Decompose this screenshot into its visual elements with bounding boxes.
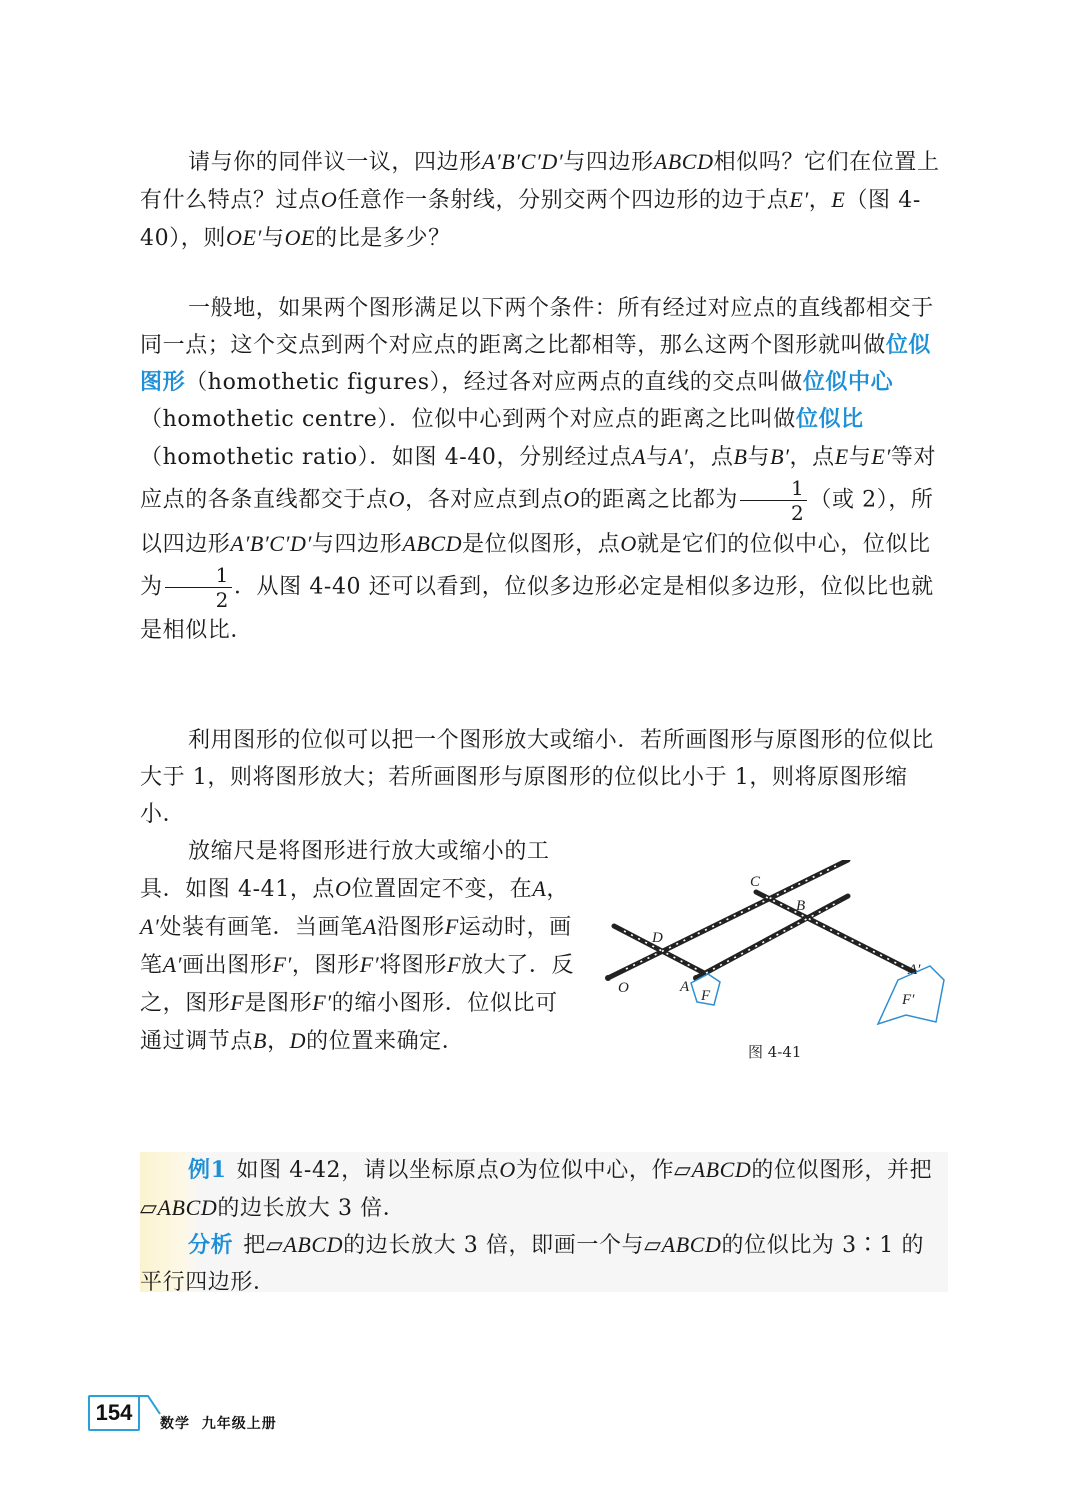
- example-paragraph: 例1 如图 4-42，请以坐标原点O为位似中心，作▱ABCD的位似图形，并把▱ABCD的边长放大 3 倍．: [140, 1157, 933, 1221]
- label-A-prime: A′: [908, 962, 921, 978]
- enlarge-reduce-paragraph: 利用图形的位似可以把一个图形放大或缩小．若所画图形与原图形的位似比大于 1，则将图形放大；若所画图形与原图形的位似比小于 1，则将原图形缩小．: [140, 728, 934, 827]
- term-homothetic-figures: 位似图形: [140, 332, 932, 395]
- label-C: C: [750, 874, 761, 890]
- label-O: O: [618, 980, 629, 996]
- label-B: B: [796, 898, 806, 914]
- label-F: F: [701, 988, 711, 1004]
- book-title: 数学 九年级上册: [160, 1416, 277, 1432]
- term-homothetic-centre: 位似中心: [802, 369, 894, 395]
- label-D: D: [652, 930, 663, 946]
- label-A: A: [680, 979, 690, 995]
- pantograph-paragraph: 放缩尺是将图形进行放大或缩小的工具．如图 4-41，点O位置固定不变，在A，A′处装有画笔．当画笔A沿图形F运动时，画笔A′画出图形F′，图形F′将图形F放大了．反之，图形F是图形F′的缩小图形．位似比可通过调节点B，D的位置来确定．: [140, 839, 575, 1054]
- analysis-paragraph: 分析 把▱ABCD的边长放大 3 倍，即画一个与▱ABCD的位似比为 3∶1 的平行四边形．: [140, 1232, 925, 1295]
- question-paragraph: 请与你的同伴议一议，四边形A′B′C′D′与四边形ABCD相似吗？它们在位置上有什么特点？过点O任意作一条射线，分别交两个四边形的边于点E′，E（图 4-40），则OE′与OE的比是多少？: [140, 149, 940, 251]
- label-F-prime: F′: [902, 992, 915, 1008]
- page-number: 154: [88, 1395, 140, 1431]
- example-label: 例1: [188, 1157, 227, 1183]
- fraction-one-half: $\frac{1}{2}$: [740, 476, 807, 525]
- pivot-O: [605, 975, 611, 981]
- fraction-one-half-ratio: $\frac{1}{2}$: [165, 563, 232, 612]
- analysis-label: 分析: [188, 1232, 234, 1258]
- figure-caption: 图 4-41: [748, 1043, 802, 1061]
- definition-paragraph: 一般地，如果两个图形满足以下两个条件：所有经过对应点的直线都相交于同一点；这个交点到两个对应点的距离之比都相等，那么这两个图形就叫做位似图形（homothetic figures），经过各对应两点的直线的交点叫做位似中心（homothetic centre）．位似中心到两个对应点的距离之比叫做位似比（homothetic ratio）．如图 4-40，分别经过点A与A′，点B与B′，点E与E′等对应点的各条直线都交于点O，各对应点到点O的距离之比都为 $\frac{1}{2}$ （或 2），所以四边形A′B′C′D′与四边形ABCD是位似图形，点O就是它们的位似中心，位似比为 $\frac{1}{2}$ ．从图 4-40 还可以看到，位似多边形必定是相似多边形，位似比也就是相似比．: [140, 296, 937, 643]
- term-homothetic-ratio: 位似比: [795, 406, 864, 432]
- arm-A-B: [696, 896, 848, 978]
- pantograph-figure: [596, 860, 956, 1060]
